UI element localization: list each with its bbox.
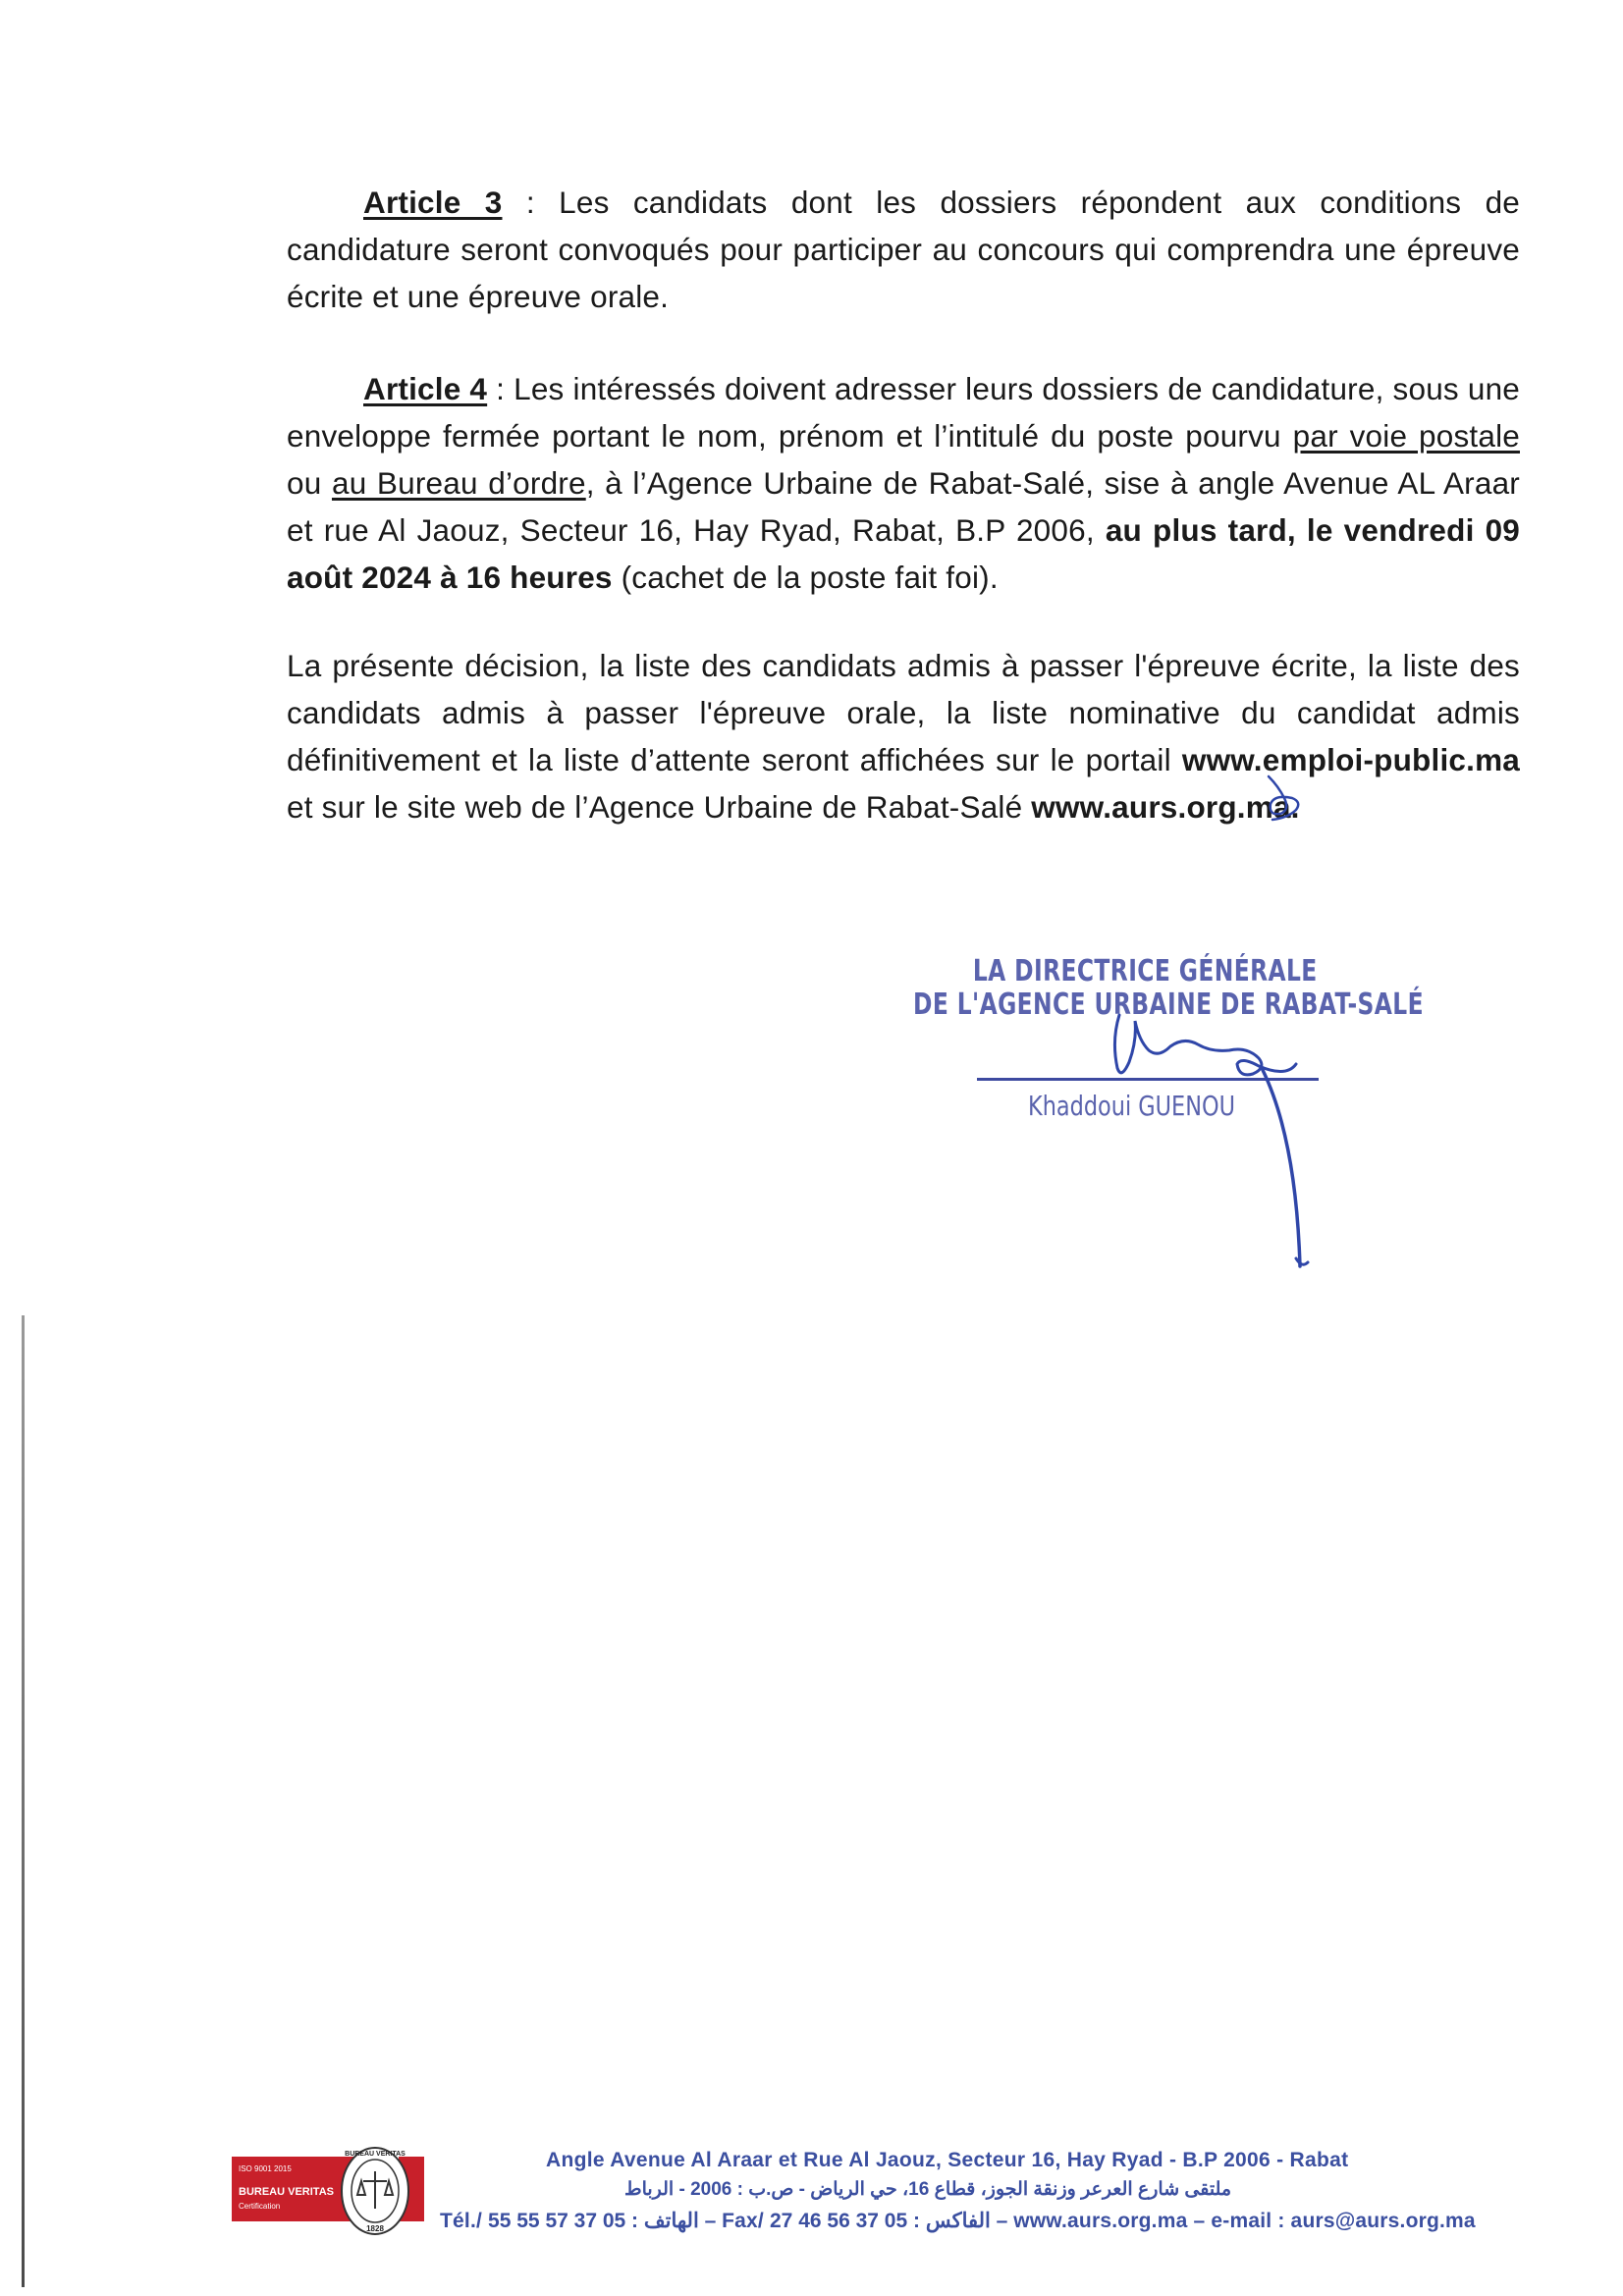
- portal-url: www.emploi-public.ma: [1181, 741, 1520, 777]
- closing-paragraph: [287, 642, 1520, 830]
- site-url: www.aurs.org.ma.: [1031, 788, 1300, 825]
- article-4-label: Article 4: [363, 370, 488, 406]
- stamp-signatory-name: Khaddoui GUENOU: [1028, 1090, 1235, 1122]
- deadline-text: au plus tard, le vendredi 09 août 2024 à 16 heures: [287, 511, 1521, 595]
- initials-mark-icon: [1259, 771, 1308, 826]
- article-4-text-a: Les intéressés doivent adresser leurs dossiers de candidature, sous une enveloppe fermée portant le nom, prénom et l’intitulé du poste pourvu: [287, 370, 1521, 454]
- by-post-text: par voie postale: [1292, 417, 1520, 454]
- bureau-ordre-text: au Bureau d’ordre: [331, 464, 586, 501]
- article-3-text: Les candidats dont les dossiers répondent aux conditions de candidature seront convoqués pour participer au concours qui comprendra une épreuve écrite et une épreuve orale.: [287, 184, 1521, 314]
- article-4-separator: :: [487, 370, 514, 406]
- footer-address-arabic: ملتقى شارع العرعر وزنقة الجوز، قطاع 16، حي الرياض - ص.ب : 2006 - الرباط: [624, 2179, 1232, 2200]
- article-4-paragraph: [287, 365, 1520, 601]
- iso-standard: ISO 9001 2015: [239, 2164, 292, 2173]
- article-3-paragraph: [287, 179, 1520, 320]
- footer-contacts: Tél./ الهاتف : 05 37 57 55 55 – Fax/ الفاكس : 05 37 56 46 27 – www.aurs.org.ma – e-mail : aurs@aurs.org.ma: [440, 2210, 1476, 2232]
- closing-text-b: et sur le site web de l’Agence Urbaine de Rabat-Salé: [287, 788, 1032, 825]
- certification-label: Certification: [239, 2202, 281, 2211]
- article-4-text-b: ou: [287, 464, 332, 501]
- footer-address: Angle Avenue Al Araar et Rue Al Jaouz, Secteur 16, Hay Ryad - B.P 2006 - Rabat: [546, 2149, 1349, 2171]
- seal-year: 1828: [366, 2224, 384, 2233]
- scan-edge-shadow: [22, 1315, 25, 2287]
- stamp-title: LA DIRECTRICE GÉNÉRALE: [972, 954, 1318, 988]
- seal-top-text: BUREAU VERITAS: [345, 2151, 406, 2158]
- article-4-text-d: (cachet de la poste fait foi).: [612, 559, 999, 595]
- certifier-name: BUREAU VERITAS: [239, 2186, 334, 2198]
- handwritten-signature-icon: [1001, 1001, 1316, 1276]
- article-3-label: Article 3: [363, 184, 503, 220]
- stamp-agency: DE L'AGENCE URBAINE DE RABAT-SALÉ: [913, 988, 1424, 1022]
- article-4-text-c: , à l’Agence Urbaine de Rabat-Salé, sise à angle Avenue AL Araar et rue Al Jaouz, Secteur 16, Hay Ryad, Rabat, B.P 2006,: [287, 464, 1520, 548]
- bureau-veritas-seal-icon: [338, 2144, 412, 2238]
- closing-text-a: La présente décision, la liste des candidats admis à passer l'épreuve écrite, la liste des candidats admis à passer l'épreuve orale, la liste nominative du candidat admis définitivement et la liste d’attente seront affichées sur le portail: [287, 647, 1520, 777]
- article-3-separator: :: [502, 184, 560, 220]
- iso-certification-badge: [232, 2157, 353, 2221]
